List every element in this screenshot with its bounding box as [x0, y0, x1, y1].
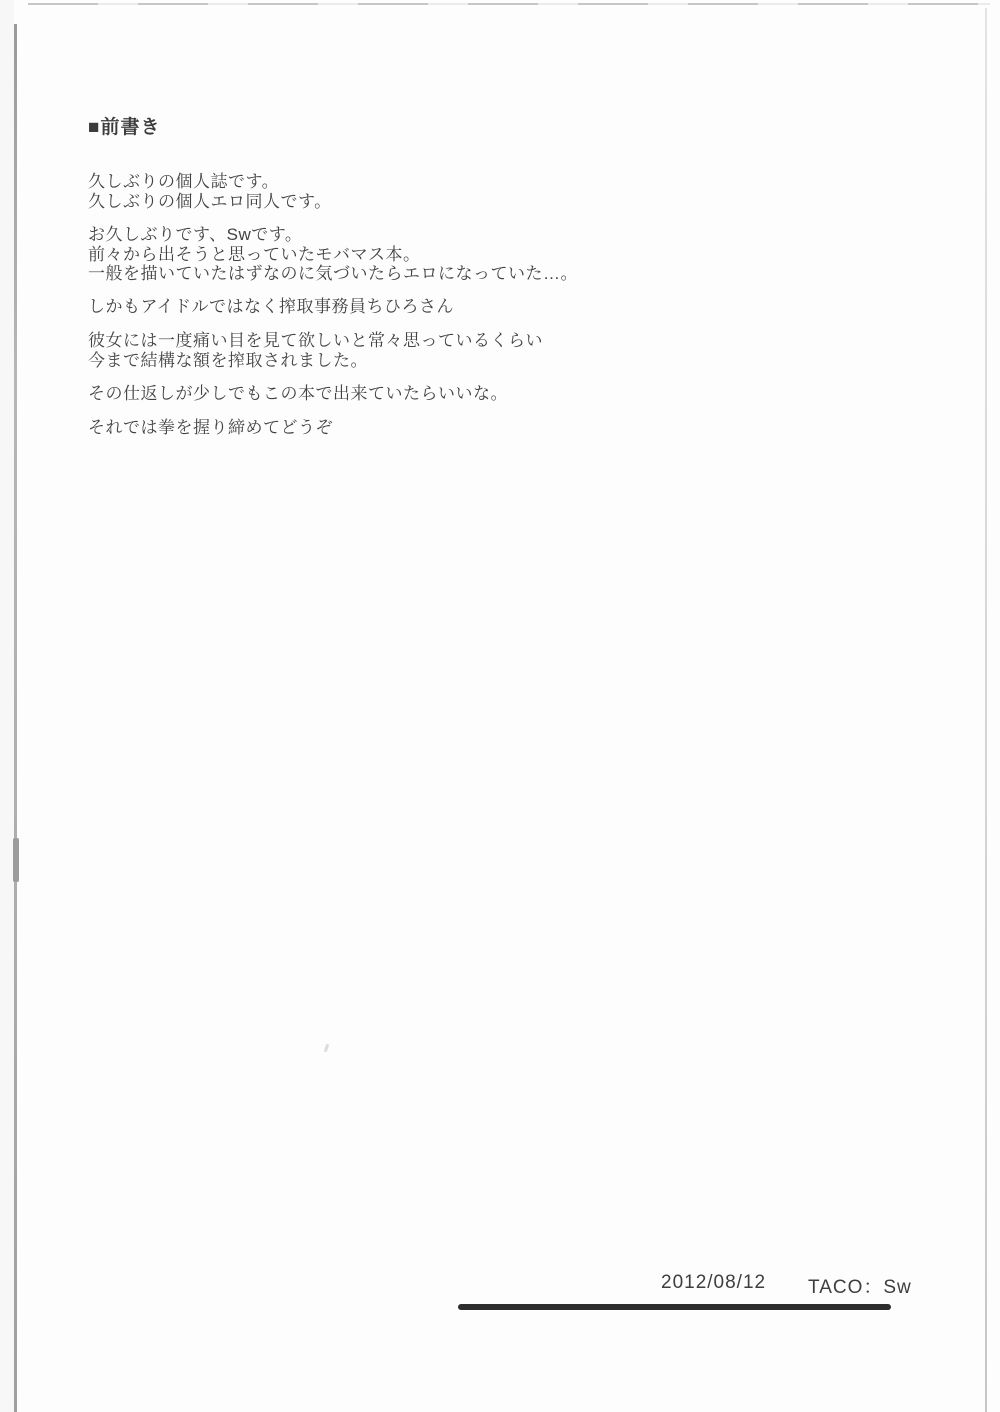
page-edge-top	[28, 3, 990, 5]
paragraph	[88, 384, 508, 404]
paragraph	[88, 225, 578, 284]
paragraph	[88, 418, 333, 438]
text-line: 一般を描いていたはずなのに気づいたらエロになっていた…。	[88, 264, 578, 283]
text-line: それでは拳を握り締めてどうぞ	[88, 418, 333, 437]
scan-margin-left	[0, 0, 14, 1412]
text-line: 久しぶりの個人エロ同人です。	[88, 191, 332, 211]
text-line: 彼女には一度痛い目を見て欲しいと常々思っているくらい	[88, 331, 543, 350]
page-edge-right	[985, 8, 987, 1412]
text-line: しかもアイドルではなく搾取事務員ちひろさん	[88, 297, 454, 316]
footer-date: 2012/08/12	[661, 1272, 767, 1293]
paragraph	[88, 331, 543, 370]
text-line: 前々から出そうと思っていたモバマス本。	[88, 244, 421, 264]
section-heading: ■前書き	[88, 117, 161, 138]
paragraph	[88, 297, 454, 317]
footer-credit: TACO：Sw	[808, 1277, 912, 1298]
text-line: その仕返しが少しでもこの本で出来ていたらいいな。	[88, 384, 508, 403]
page-edge-smudge	[13, 838, 19, 882]
scan-artifact	[324, 1044, 330, 1053]
paragraph	[88, 172, 332, 211]
text-line: 久しぶりの個人誌です。	[88, 172, 280, 191]
footer-rule	[458, 1304, 891, 1310]
text-line: 今まで結構な額を搾取されました。	[88, 350, 368, 370]
text-line: お久しぶりです、Swです。	[88, 225, 303, 244]
page-edge-left	[14, 24, 17, 1412]
